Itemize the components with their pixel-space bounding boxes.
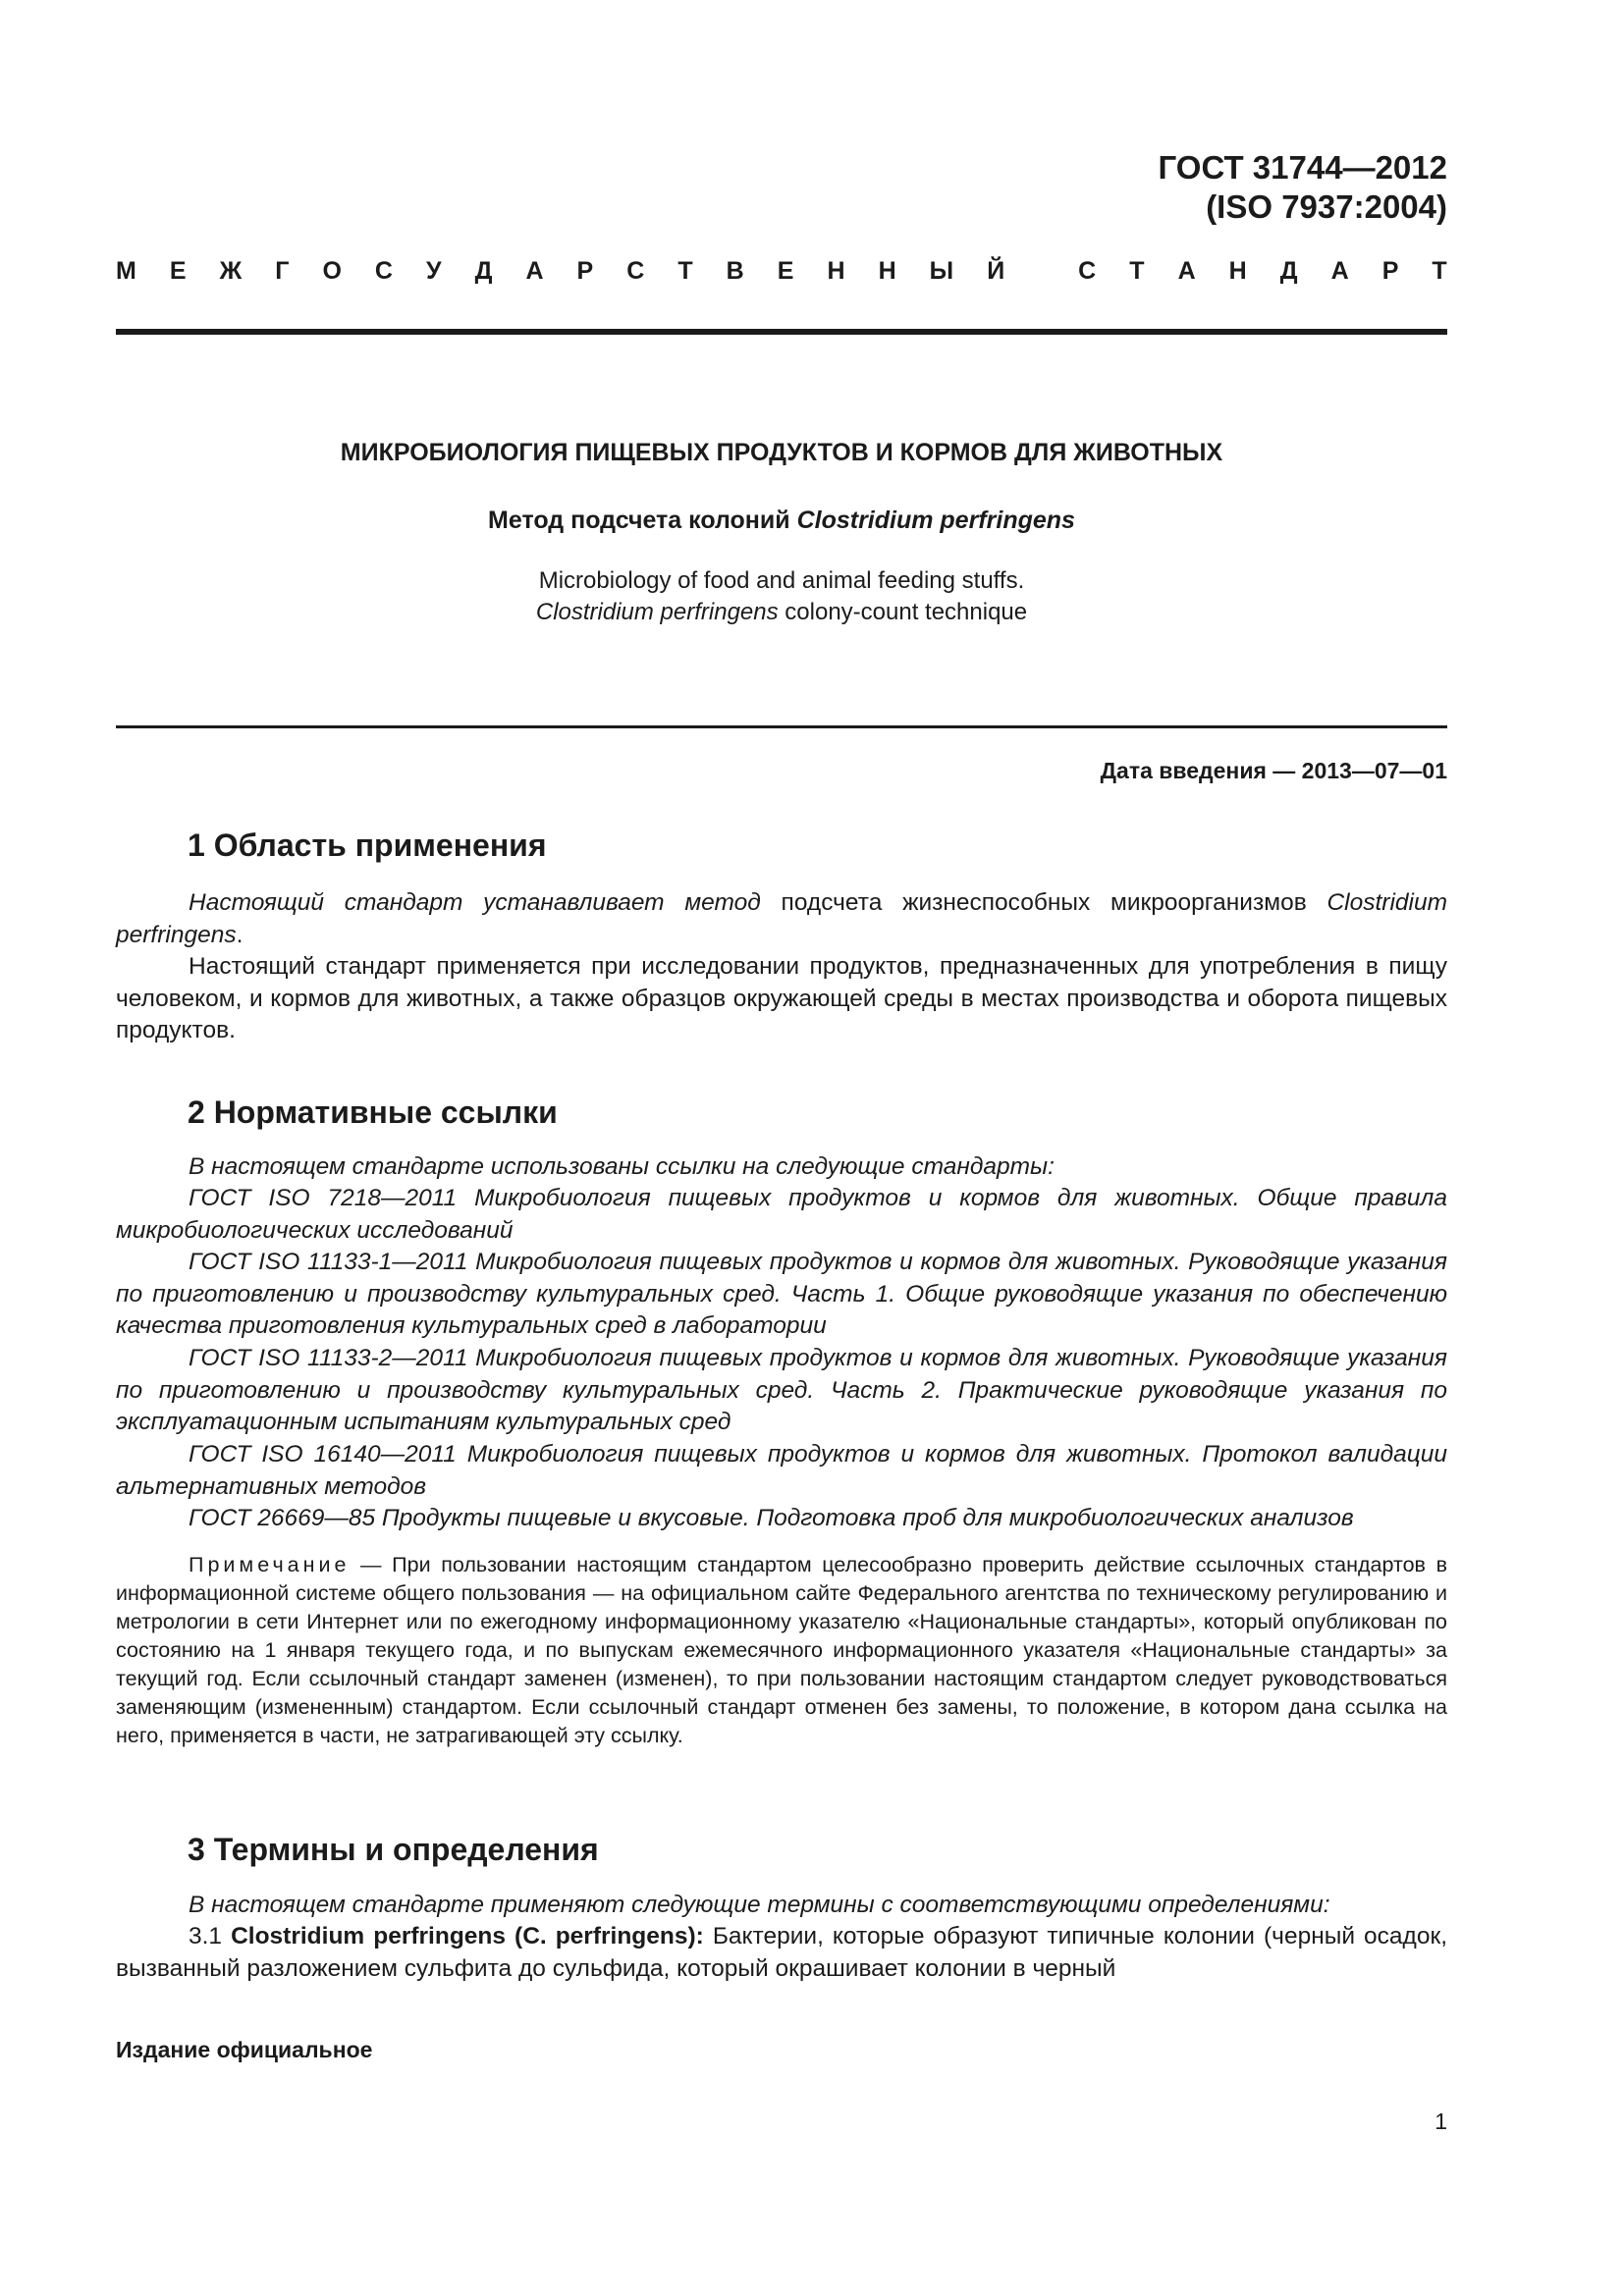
english-title-line1: Microbiology of food and animal feeding stuffs.	[538, 567, 1025, 594]
heading-letter: Р	[576, 257, 594, 285]
reference-item: ГОСТ ISO 7218—2011 Микробиология пищевых продуктов и кормов для животных. Общие правила микробиологических исследований	[116, 1185, 1447, 1244]
heading-letter: Д	[474, 257, 493, 285]
heading-letter: Н	[1228, 257, 1247, 285]
reference-item: ГОСТ ISO 11133-2—2011 Микробиология пищевых продуктов и кормов для животных. Руководящие указания по приготовлению и производству культуральных сред. Часть 2. Практические руководящие указания по эксплуатационным испытаниям культуральных сред	[116, 1345, 1447, 1435]
heading-letter: Т	[1432, 257, 1447, 285]
english-title-line2	[116, 597, 1447, 628]
scope-italic-phrase: Настоящий стандарт устанавливает метод	[189, 889, 761, 916]
heading-letter: Ж	[219, 257, 243, 285]
heading-letter: С	[374, 257, 393, 285]
heading-letter: Г	[275, 257, 290, 285]
heading-letter: С	[1078, 257, 1097, 285]
section-3-title: 3 Термины и определения	[188, 1832, 599, 1867]
heading-letter: С	[626, 257, 645, 285]
term-name: Clostridium perfringens (C. perfringens):	[231, 1923, 704, 1949]
heading-letter: А	[1177, 257, 1196, 285]
title-rule	[116, 725, 1447, 728]
heading-letter: Т	[1129, 257, 1145, 285]
heading-letter: Й	[987, 257, 1005, 285]
reference-item: ГОСТ ISO 11133-1—2011 Микробиология пищевых продуктов и кормов для животных. Руководящие указания по приготовлению и производству культуральных сред. Часть 1. Общие руководящие указания по обеспечению качества приготовления культуральных сред в лаборатории	[116, 1249, 1447, 1339]
heading-gap	[1038, 257, 1045, 293]
english-title-rest: colony-count technique	[778, 599, 1028, 625]
document-subtitle	[116, 507, 1447, 535]
page-number: 1	[1435, 2109, 1447, 2134]
term-3-1: 3.1 Clostridium perfringens (C. perfringens): Бактерии, которые образуют типичные колонии (черный осадок, вызванный разложением сульфита до сульфида, который окрашивает колонии в черный	[116, 1923, 1447, 1982]
section-2-title: 2 Нормативные ссылки	[188, 1095, 558, 1130]
reference-item: ГОСТ 26669—85 Продукты пищевые и вкусовые. Подготовка проб для микробиологических анализов	[189, 1505, 1354, 1531]
heading-letter: Т	[677, 257, 693, 285]
heading-letter: Д	[1279, 257, 1298, 285]
subtitle-organism: Clostridium perfringens	[796, 507, 1075, 534]
section-1-paragraph-2: Настоящий стандарт применяется при исследовании продуктов, предназначенных для употребления в пищу человеком, и кормов для животных, а также образцов окружающей среды в местах производства и оборота пищевых продуктов.	[116, 953, 1447, 1043]
heading-letter: Н	[878, 257, 896, 285]
reference-item: ГОСТ ISO 16140—2011 Микробиология пищевых продуктов и кормов для животных. Протокол валидации альтернативных методов	[116, 1441, 1447, 1500]
section-1-title: 1 Область применения	[188, 828, 547, 863]
iso-number: (ISO 7937:2004)	[1206, 188, 1447, 225]
introduction-date: Дата введения — 2013—07—01	[1100, 758, 1447, 783]
english-title-organism: Clostridium perfringens	[535, 599, 779, 625]
heading-letter: А	[1330, 257, 1349, 285]
heading-letter: Е	[169, 257, 187, 285]
heading-letter: М	[116, 257, 136, 285]
heading-letter: У	[426, 257, 442, 285]
note-label: Примечание	[189, 1553, 351, 1576]
heading-letter: А	[525, 257, 544, 285]
terms-intro: В настоящем стандарте применяют следующие термины с соответствующими определениями:	[189, 1892, 1330, 1918]
references-intro: В настоящем стандарте использованы ссылки на следующие стандарты:	[189, 1153, 1055, 1180]
document-title: МИКРОБИОЛОГИЯ ПИЩЕВЫХ ПРОДУКТОВ И КОРМОВ ДЛЯ ЖИВОТНЫХ	[340, 439, 1223, 466]
header-rule	[116, 329, 1447, 335]
gost-number: ГОСТ 31744—2012	[1158, 149, 1447, 186]
official-edition-label: Издание официальное	[116, 2037, 373, 2062]
heading-letter: В	[726, 257, 744, 285]
english-title	[116, 565, 1447, 628]
heading-letter: Е	[777, 257, 794, 285]
interstate-standard-heading	[116, 257, 1447, 293]
heading-letter: Р	[1381, 257, 1399, 285]
references-note: Примечание — При пользовании настоящим стандартом целесообразно проверить действие ссылочных стандартов в информационной системе общего пользования — на официальном сайте Федерального агентства по техническому регулированию и метрологии в сети Интернет или по ежегодному информационному указателю «Национальные стандарты», который опубликован по состоянию на 1 января текущего года, и по выпускам ежемесячного информационного указателя «Национальные стандарты» за текущий год. Если ссылочный стандарт заменен (изменен), то при пользовании настоящим стандартом следует руководствоваться заменяющим (измененным) стандартом. Если ссылочный стандарт отменен без замены, то положение, в котором дана ссылка на него, применяется в части, не затрагивающей эту ссылку.	[116, 1553, 1447, 1747]
heading-letter: Ы	[929, 257, 954, 285]
heading-letter: О	[322, 257, 342, 285]
heading-letter: Н	[827, 257, 845, 285]
document-designation	[1159, 148, 1447, 227]
subtitle-prefix: Метод подсчета колоний	[488, 507, 797, 534]
section-1-paragraph-1: Настоящий стандарт устанавливает метод подсчета жизнеспособных микроорганизмов Clostridium perfringens.	[116, 889, 1447, 948]
scope-organism: Clostridium perfringens	[116, 889, 1447, 948]
